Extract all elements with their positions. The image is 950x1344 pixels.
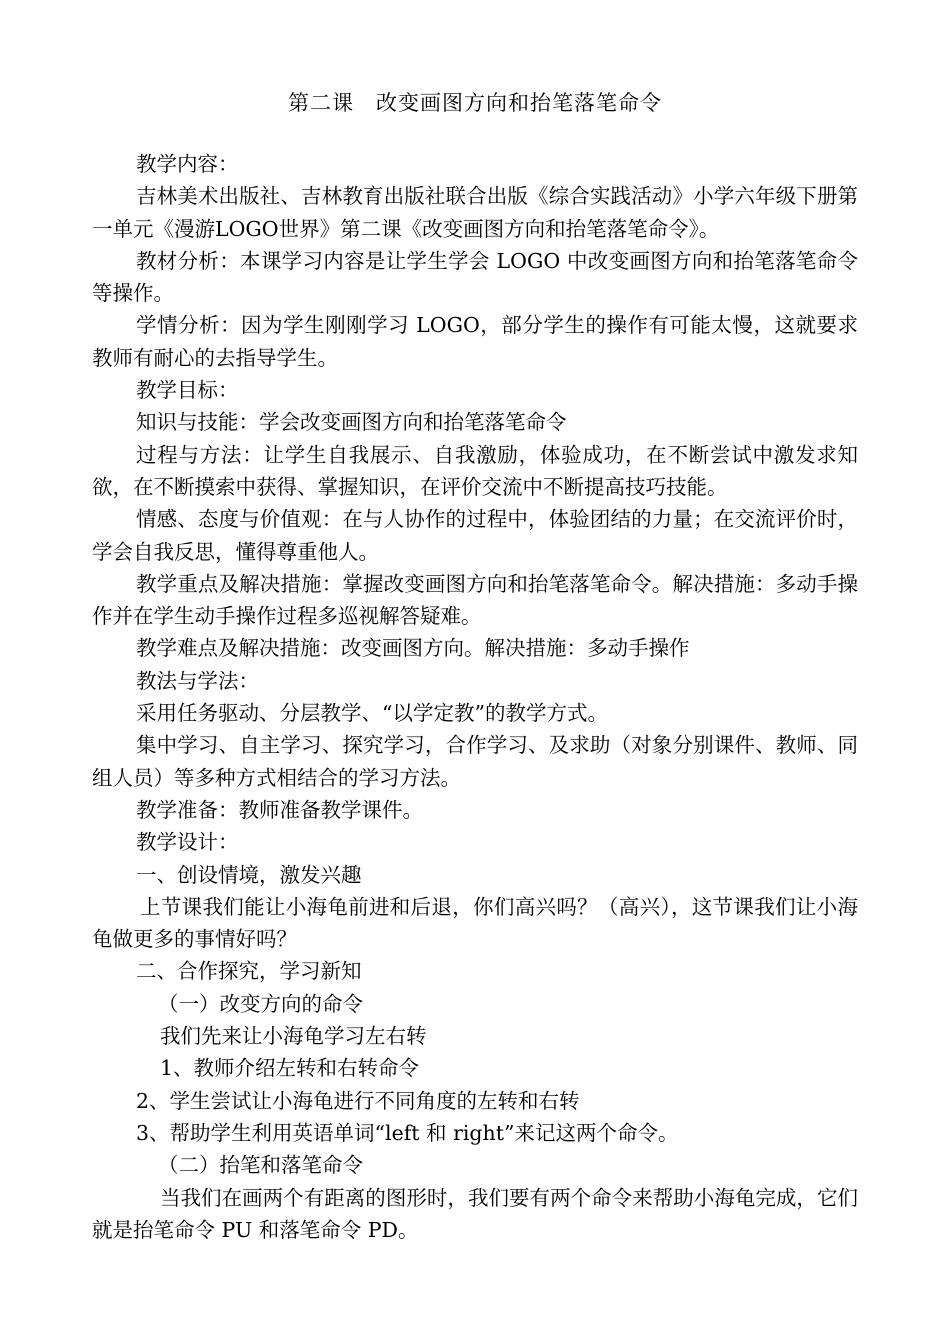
paragraph-key-points: 教学重点及解决措施：掌握改变画图方向和抬笔落笔命令。解决措施：多动手操作并在学生动手操作过程多巡视解答疑难。 bbox=[92, 571, 858, 629]
list-item-3: 3、帮助学生利用英语单词“left 和 right”来记这两个命令。 bbox=[136, 1120, 679, 1145]
list-item-2: 2、学生尝试让小海龟进行不同角度的左转和右转 bbox=[136, 1088, 580, 1113]
heading-step-two: 二、合作探究，学习新知 bbox=[136, 959, 362, 984]
paragraph-learning-method: 集中学习、自主学习、探究学习，合作学习、及求助（对象分别课件、教师、同组人员）等多种方式相结合的学习方法。 bbox=[92, 733, 858, 790]
paragraph-process-method: 过程与方法：让学生自我展示、自我激励，体验成功，在不断尝试中激发求知欲，在不断摸索中获得、掌握知识，在评价交流中不断提高技巧技能。 bbox=[92, 442, 858, 499]
paragraph-preparation: 教学准备：教师准备教学课件。 bbox=[136, 797, 423, 822]
paragraph-emotion-values: 情感、态度与价值观：在与人协作的过程中，体验团结的力量；在交流评价时，学会自我反思，懂得尊重他人。 bbox=[92, 507, 858, 564]
paragraph-teaching-method: 采用任务驱动、分层教学、“以学定教”的教学方式。 bbox=[136, 701, 608, 726]
paragraph-student-analysis: 学情分析：因为学生刚刚学习 LOGO，部分学生的操作有可能太慢，这就要求教师有耐心的去指导学生。 bbox=[92, 313, 858, 370]
paragraph-publisher: 吉林美术出版社、吉林教育出版社联合出版《综合实践活动》小学六年级下册第一单元《漫游LOGO世界》第二课《改变画图方向和抬笔落笔命令》。 bbox=[92, 184, 858, 241]
section-label-methods: 教法与学法： bbox=[136, 668, 259, 693]
list-item-1: 1、教师介绍左转和右转命令 bbox=[160, 1056, 420, 1081]
paragraph-pen-commands: 当我们在画两个有距离的图形时，我们要有两个命令来帮助小海龟完成，它们就是抬笔命令 PU 和落笔命令 PD。 bbox=[92, 1185, 858, 1242]
paragraph-material-analysis: 教材分析：本课学习内容是让学生学会 LOGO 中改变画图方向和抬笔落笔命令等操作。 bbox=[92, 248, 858, 306]
heading-step-one: 一、创设情境，激发兴趣 bbox=[136, 862, 362, 887]
section-label-objectives: 教学目标： bbox=[136, 378, 239, 403]
paragraph-step-one-intro: 上节课我们能让小海龟前进和后退，你们高兴吗？（高兴），这节课我们让小海龟做更多的事情好吗？ bbox=[92, 894, 858, 952]
subheading-direction-commands: （一）改变方向的命令 bbox=[158, 991, 363, 1016]
document-body bbox=[92, 148, 858, 1246]
subheading-pen-commands: （二）抬笔和落笔命令 bbox=[158, 1153, 363, 1178]
paragraph-difficulties: 教学难点及解决措施：改变画图方向。解决措施：多动手操作 bbox=[136, 636, 690, 661]
paragraph-turn-intro: 我们先来让小海龟学习左右转 bbox=[160, 1024, 427, 1049]
section-label-content: 教学内容： bbox=[136, 152, 239, 176]
document-title: 第二课 改变画图方向和抬笔落笔命令 bbox=[288, 91, 662, 115]
paragraph-knowledge-skills: 知识与技能：学会改变画图方向和抬笔落笔命令 bbox=[136, 410, 567, 435]
section-label-design: 教学设计： bbox=[136, 830, 239, 855]
